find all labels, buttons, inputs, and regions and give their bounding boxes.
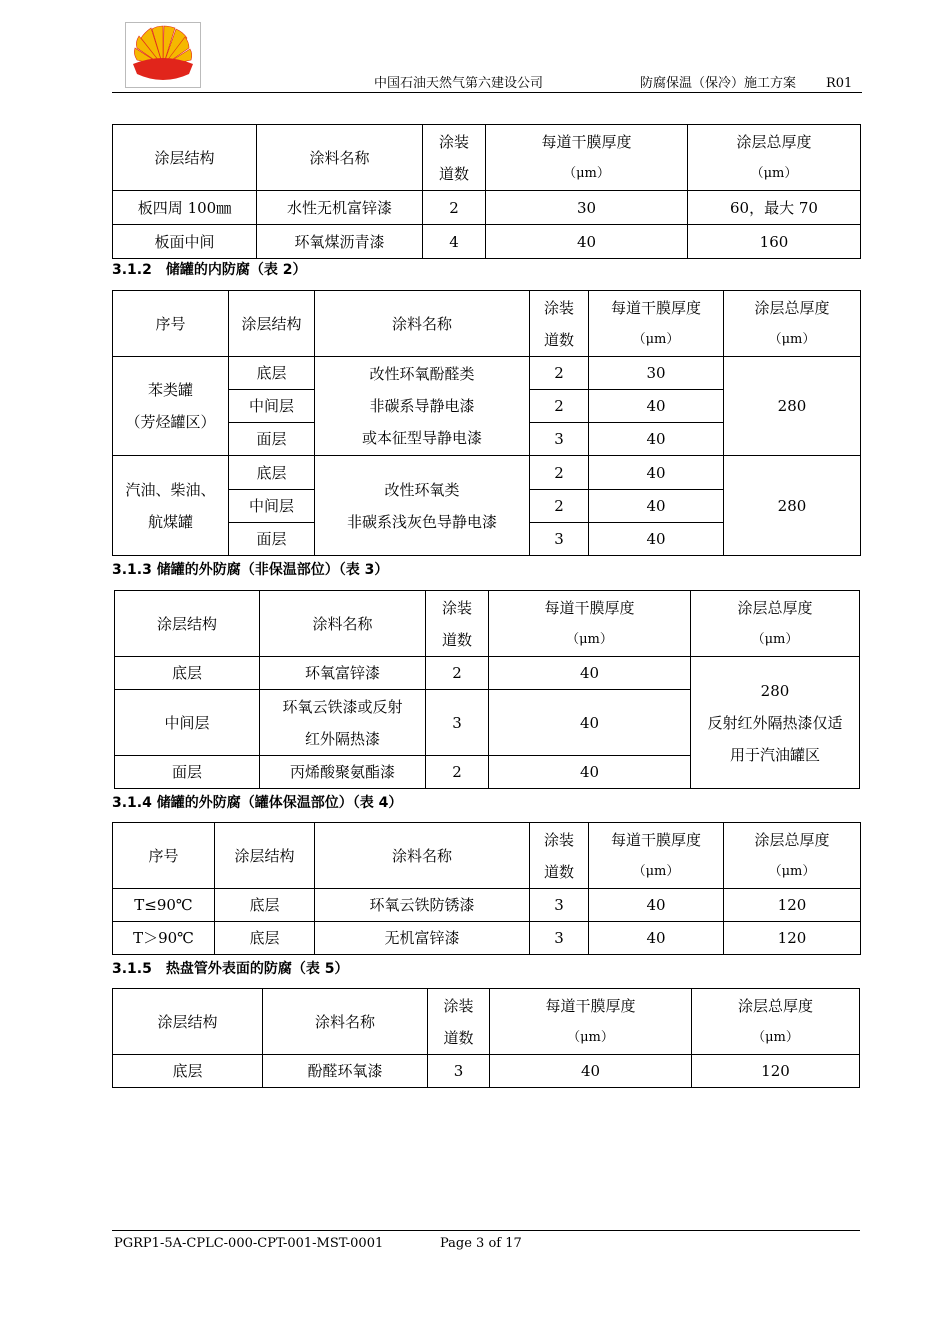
section-heading-3-1-2: 3.1.2 储罐的内防腐（表 2）	[112, 262, 307, 278]
header-cell: 每道干膜厚度 （μm）	[486, 125, 688, 191]
table-cell: 40	[489, 657, 691, 690]
header-cell: 序号	[113, 291, 229, 357]
table-cell: 改性环氧类 非碳系浅灰色导静电漆	[315, 456, 530, 556]
header-cell: 每道干膜厚度 （μm）	[489, 591, 691, 657]
table-cell: 环氧云铁防锈漆	[315, 889, 530, 922]
table-cell: 280	[724, 357, 861, 456]
table-cell: 4	[423, 225, 486, 259]
table-cell: 底层	[215, 922, 315, 955]
table-cell: 底层	[113, 1055, 263, 1088]
header-cell: 涂层结构	[113, 125, 257, 191]
header-cell: 涂层总厚度 （μm）	[691, 591, 860, 657]
table-header-row	[113, 291, 861, 357]
table-cell: 底层	[229, 357, 315, 390]
table-row	[113, 889, 861, 922]
header-rule	[112, 92, 862, 93]
footer-rule	[112, 1230, 860, 1231]
header-cell: 涂层结构	[113, 989, 263, 1055]
table-cell: 环氧富锌漆	[260, 657, 426, 690]
header-cell: 涂层结构	[215, 823, 315, 889]
table-cell: 环氧煤沥青漆	[257, 225, 423, 259]
table-header-row	[113, 125, 861, 191]
table-row	[113, 922, 861, 955]
table-cell: 底层	[215, 889, 315, 922]
header-cell: 涂层总厚度 （μm）	[692, 989, 860, 1055]
table-cell: 2	[530, 390, 589, 423]
table-header-row	[113, 823, 861, 889]
table-cell: 环氧云铁漆或反射 红外隔热漆	[260, 690, 426, 756]
header-cell: 每道干膜厚度 （μm）	[490, 989, 692, 1055]
table-cell: 2	[530, 357, 589, 390]
page-number: Page 3 of 17	[440, 1236, 522, 1251]
table-cell: 40	[589, 523, 724, 556]
document-number: PGRP1-5A-CPLC-000-CPT-001-MST-0001	[114, 1236, 384, 1251]
table-cell: 水性无机富锌漆	[257, 191, 423, 225]
table-header-row	[113, 989, 860, 1055]
coating-table-1	[112, 124, 861, 259]
table-cell: 2	[426, 756, 489, 789]
header-cell: 序号	[113, 823, 215, 889]
table-header-row	[115, 591, 860, 657]
header-cell: 涂层总厚度 （μm）	[724, 823, 861, 889]
document-title: 防腐保温（保冷）施工方案	[640, 76, 797, 91]
table-cell: 120	[724, 889, 861, 922]
table-cell: 40	[589, 889, 724, 922]
table-cell: 中间层	[229, 390, 315, 423]
table-cell: 30	[486, 191, 688, 225]
section-heading-3-1-4: 3.1.4 储罐的外防腐（罐体保温部位）（表 4）	[112, 795, 403, 811]
table-row	[113, 1055, 860, 1088]
table-cell: 改性环氧酚醛类 非碳系导静电漆 或本征型导静电漆	[315, 357, 530, 456]
table-cell: 120	[724, 922, 861, 955]
table-cell: 底层	[115, 657, 260, 690]
table-cell: T＞90℃	[113, 922, 215, 955]
table-cell: 3	[530, 889, 589, 922]
header-cell: 涂层总厚度 （μm）	[688, 125, 861, 191]
header-cell: 每道干膜厚度 （μm）	[589, 291, 724, 357]
table-row	[113, 225, 861, 259]
table-cell: 中间层	[115, 690, 260, 756]
table-cell: 40	[589, 423, 724, 456]
table-cell: 40	[490, 1055, 692, 1088]
header-cell: 涂料名称	[260, 591, 426, 657]
table-cell: 酚醛环氧漆	[263, 1055, 428, 1088]
company-logo	[125, 22, 201, 88]
table-cell: 120	[692, 1055, 860, 1088]
table-cell: 2	[423, 191, 486, 225]
company-name: 中国石油天然气第六建设公司	[374, 76, 544, 91]
header-cell: 涂装 道数	[530, 823, 589, 889]
table-cell: T≤90℃	[113, 889, 215, 922]
table-cell: 面层	[229, 523, 315, 556]
header-cell: 涂装 道数	[426, 591, 489, 657]
table-cell: 板面中间	[113, 225, 257, 259]
table-cell: 3	[426, 690, 489, 756]
table-cell: 中间层	[229, 490, 315, 523]
header-cell: 涂层结构	[115, 591, 260, 657]
header-cell: 涂料名称	[263, 989, 428, 1055]
header-cell: 涂料名称	[315, 823, 530, 889]
header-cell: 涂装 道数	[530, 291, 589, 357]
coating-table-3	[114, 590, 860, 789]
table-cell: 40	[489, 690, 691, 756]
table-cell: 3	[530, 523, 589, 556]
revision: R01	[826, 76, 853, 91]
table-cell: 40	[589, 390, 724, 423]
table-cell: 苯类罐 （芳烃罐区）	[113, 357, 229, 456]
table-cell: 40	[589, 922, 724, 955]
table-row	[113, 191, 861, 225]
table-cell: 2	[426, 657, 489, 690]
header-cell: 涂装 道数	[423, 125, 486, 191]
section-heading-3-1-5: 3.1.5 热盘管外表面的防腐（表 5）	[112, 961, 349, 977]
header-cell: 涂层总厚度 （μm）	[724, 291, 861, 357]
table-cell: 40	[589, 456, 724, 490]
table-row	[113, 357, 861, 390]
header-cell: 涂料名称	[257, 125, 423, 191]
table-cell: 60，最大 70	[688, 191, 861, 225]
header-cell: 每道干膜厚度 （μm）	[589, 823, 724, 889]
coating-table-2	[112, 290, 861, 556]
table-cell: 板四周 100㎜	[113, 191, 257, 225]
table-cell: 30	[589, 357, 724, 390]
table-cell: 280 反射红外隔热漆仅适 用于汽油罐区	[691, 657, 860, 789]
table-cell: 3	[530, 922, 589, 955]
table-cell: 2	[530, 456, 589, 490]
table-cell: 面层	[115, 756, 260, 789]
table-cell: 底层	[229, 456, 315, 490]
table-cell: 3	[428, 1055, 490, 1088]
header-cell: 涂料名称	[315, 291, 530, 357]
section-heading-3-1-3: 3.1.3 储罐的外防腐（非保温部位）（表 3）	[112, 562, 389, 578]
table-row	[115, 657, 860, 690]
table-cell: 3	[530, 423, 589, 456]
table-cell: 280	[724, 456, 861, 556]
table-cell: 40	[589, 490, 724, 523]
header-cell: 涂装 道数	[428, 989, 490, 1055]
table-row	[113, 456, 861, 490]
coating-table-4	[112, 822, 861, 955]
header-cell: 涂层结构	[229, 291, 315, 357]
table-cell: 丙烯酸聚氨酯漆	[260, 756, 426, 789]
table-cell: 无机富锌漆	[315, 922, 530, 955]
table-cell: 面层	[229, 423, 315, 456]
table-cell: 2	[530, 490, 589, 523]
table-cell: 160	[688, 225, 861, 259]
table-cell: 40	[489, 756, 691, 789]
coating-table-5	[112, 988, 860, 1088]
table-cell: 40	[486, 225, 688, 259]
table-cell: 汽油、柴油、 航煤罐	[113, 456, 229, 556]
